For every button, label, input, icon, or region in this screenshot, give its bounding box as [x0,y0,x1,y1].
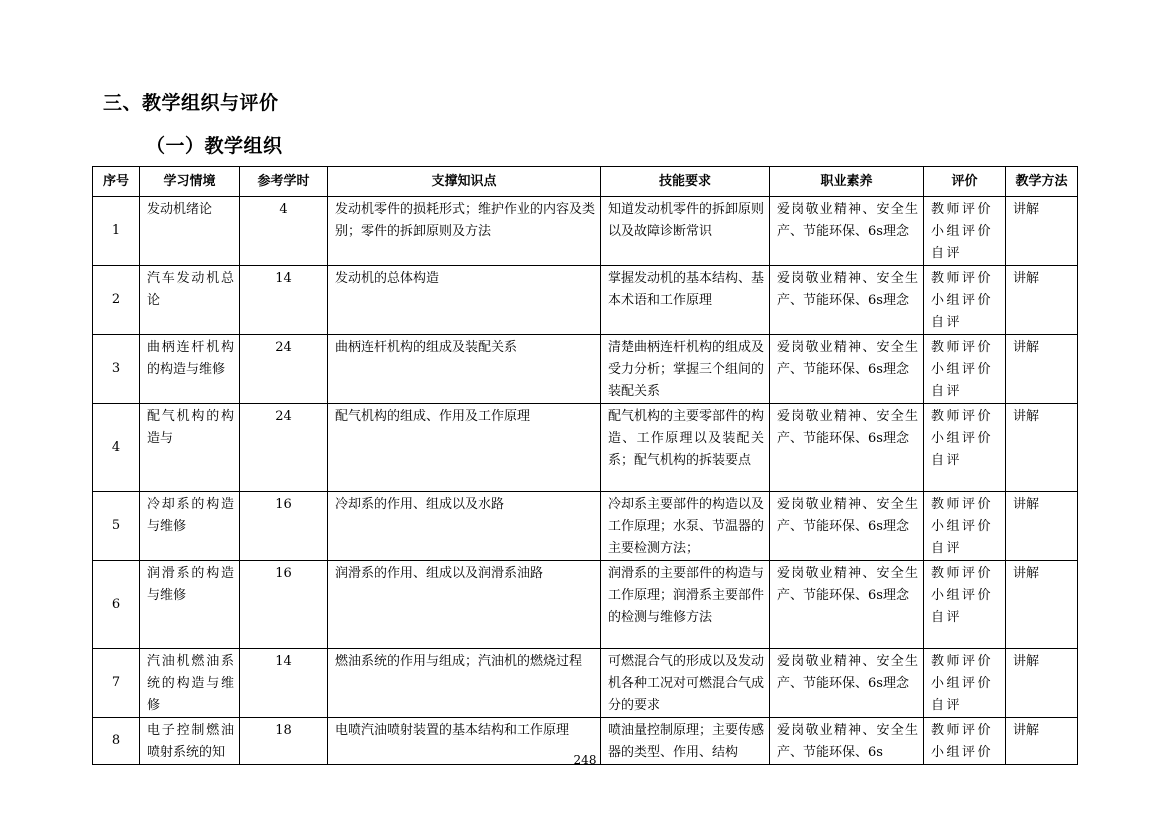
professional-literacy-cell: 爱岗敬业精神、安全生产、节能环保、6s理念 [770,197,924,266]
knowledge-points-cell: 配气机构的组成、作用及工作原理 [328,404,601,492]
evaluation-item: 教师评价 [931,497,994,512]
reference-hours-cell: 14 [240,266,328,335]
evaluation-cell [924,404,1006,492]
teaching-method-cell: 讲解 [1006,197,1078,266]
knowledge-points-cell: 燃油系统的作用与组成；汽油机的燃烧过程 [328,649,601,718]
evaluation-cell [924,266,1006,335]
professional-literacy-cell: 爱岗敬业精神、安全生产、节能环保、6s理念 [770,266,924,335]
row-number-cell: 7 [93,649,140,718]
teaching-method-cell: 讲解 [1006,561,1078,649]
evaluation-cell [924,561,1006,649]
reference-hours-cell: 16 [240,561,328,649]
teaching-organization-table [92,166,1078,765]
teaching-method-cell: 讲解 [1006,404,1078,492]
learning-situation-cell: 曲柄连杆机构的构造与维修 [140,335,240,404]
row-number-cell: 5 [93,492,140,561]
skill-requirements-cell: 配气机构的主要零部件的构造、工作原理以及装配关系；配气机构的拆装要点 [601,404,770,492]
professional-literacy-cell: 爱岗敬业精神、安全生产、节能环保、6s理念 [770,649,924,718]
reference-hours-cell: 16 [240,492,328,561]
subsection-heading: （一）教学组织 [146,135,283,157]
evaluation-item: 教师评价 [931,271,994,286]
teaching-method-cell: 讲解 [1006,718,1078,765]
evaluation-item: 教师评价 [931,654,994,669]
skill-requirements-cell: 知道发动机零件的拆卸原则以及故障诊断常识 [601,197,770,266]
evaluation-cell [924,335,1006,404]
knowledge-points-cell: 电喷汽油喷射装置的基本结构和工作原理 [328,718,601,765]
table-header-row [93,167,1078,197]
evaluation-item: 教师评价 [931,202,994,217]
header-literacy: 职业素养 [770,167,924,197]
evaluation-item: 小组评价 [931,431,994,446]
reference-hours-cell: 24 [240,335,328,404]
table-row [93,561,1078,649]
row-number-cell: 8 [93,718,140,765]
professional-literacy-cell: 爱岗敬业精神、安全生产、节能环保、6s理念 [770,404,924,492]
evaluation-item: 自评 [931,384,963,399]
learning-situation-cell: 汽油机燃油系统的构造与维修 [140,649,240,718]
evaluation-item: 教师评价 [931,723,994,738]
evaluation-item: 小组评价 [931,588,994,603]
row-number-cell: 3 [93,335,140,404]
teaching-method-cell: 讲解 [1006,649,1078,718]
table-row [93,404,1078,492]
knowledge-points-cell: 发动机零件的损耗形式；维护作业的内容及类别；零件的拆卸原则及方法 [328,197,601,266]
header-situation: 学习情境 [140,167,240,197]
skill-requirements-cell: 润滑系的主要部件的构造与工作原理；润滑系主要部件的检测与维修方法 [601,561,770,649]
evaluation-cell [924,492,1006,561]
evaluation-item: 自评 [931,698,963,713]
learning-situation-cell: 发动机绪论 [140,197,240,266]
learning-situation-cell: 配气机构的构造与 [140,404,240,492]
table-row [93,492,1078,561]
header-knowledge: 支撑知识点 [328,167,601,197]
evaluation-item: 教师评价 [931,340,994,355]
learning-situation-cell: 润滑系的构造与维修 [140,561,240,649]
row-number-cell: 6 [93,561,140,649]
row-number-cell: 4 [93,404,140,492]
knowledge-points-cell: 曲柄连杆机构的组成及装配关系 [328,335,601,404]
header-skills: 技能要求 [601,167,770,197]
skill-requirements-cell: 可燃混合气的形成以及发动机各种工况对可燃混合气成分的要求 [601,649,770,718]
reference-hours-cell: 18 [240,718,328,765]
reference-hours-cell: 4 [240,197,328,266]
teaching-method-cell: 讲解 [1006,335,1078,404]
evaluation-item: 教师评价 [931,566,994,581]
professional-literacy-cell: 爱岗敬业精神、安全生产、节能环保、6s理念 [770,335,924,404]
header-no: 序号 [93,167,140,197]
header-method: 教学方法 [1006,167,1078,197]
evaluation-item: 小组评价 [931,676,994,691]
evaluation-item: 小组评价 [931,224,994,239]
reference-hours-cell: 14 [240,649,328,718]
skill-requirements-cell: 清楚曲柄连杆机构的组成及受力分析；掌握三个组间的装配关系 [601,335,770,404]
evaluation-item: 小组评价 [931,519,994,534]
header-hours: 参考学时 [240,167,328,197]
evaluation-item: 小组评价 [931,293,994,308]
evaluation-item: 自评 [931,453,963,468]
professional-literacy-cell: 爱岗敬业精神、安全生产、节能环保、6s [770,718,924,765]
evaluation-item: 自评 [931,315,963,330]
evaluation-cell [924,649,1006,718]
table-row [93,197,1078,266]
evaluation-item: 自评 [931,541,963,556]
knowledge-points-cell: 发动机的总体构造 [328,266,601,335]
professional-literacy-cell: 爱岗敬业精神、安全生产、节能环保、6s理念 [770,492,924,561]
skill-requirements-cell: 喷油量控制原理；主要传感器的类型、作用、结构 [601,718,770,765]
table-row [93,266,1078,335]
reference-hours-cell: 24 [240,404,328,492]
evaluation-item: 小组评价 [931,745,994,760]
teaching-method-cell: 讲解 [1006,266,1078,335]
header-evaluation: 评价 [924,167,1006,197]
learning-situation-cell: 电子控制燃油喷射系统的知 [140,718,240,765]
knowledge-points-cell: 冷却系的作用、组成以及水路 [328,492,601,561]
row-number-cell: 1 [93,197,140,266]
evaluation-item: 小组评价 [931,362,994,377]
evaluation-item: 自评 [931,246,963,261]
evaluation-item: 教师评价 [931,409,994,424]
page-number: 248 [573,753,597,767]
evaluation-cell [924,197,1006,266]
teaching-method-cell: 讲解 [1006,492,1078,561]
knowledge-points-cell: 润滑系的作用、组成以及润滑系油路 [328,561,601,649]
evaluation-item: 自评 [931,610,963,625]
learning-situation-cell: 汽车发动机总论 [140,266,240,335]
skill-requirements-cell: 掌握发动机的基本结构、基本术语和工作原理 [601,266,770,335]
professional-literacy-cell: 爱岗敬业精神、安全生产、节能环保、6s理念 [770,561,924,649]
skill-requirements-cell: 冷却系主要部件的构造以及工作原理；水泵、节温器的主要检测方法； [601,492,770,561]
table-row [93,335,1078,404]
learning-situation-cell: 冷却系的构造与维修 [140,492,240,561]
row-number-cell: 2 [93,266,140,335]
section-heading: 三、教学组织与评价 [103,92,279,114]
table-row [93,649,1078,718]
